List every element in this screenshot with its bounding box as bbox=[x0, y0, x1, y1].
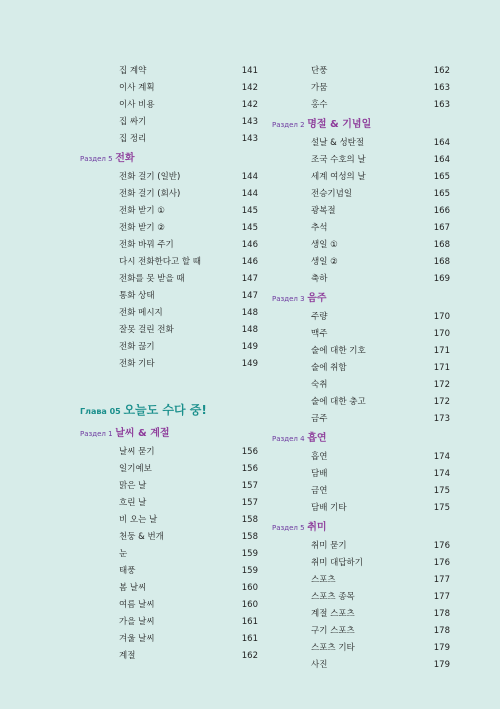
toc-entry-label: 조국 수호의 날 bbox=[311, 155, 366, 165]
section-heading bbox=[272, 288, 450, 309]
toc-entry-page: 157 bbox=[241, 498, 258, 508]
toc-entry bbox=[272, 309, 450, 326]
toc-entry-label: 숙취 bbox=[311, 380, 328, 390]
toc-entry-label: 흡연 bbox=[311, 452, 328, 462]
toc-entry-label: 금주 bbox=[311, 414, 328, 424]
toc-entry bbox=[80, 322, 258, 339]
toc-entry-page: 168 bbox=[433, 257, 450, 267]
toc-entry bbox=[80, 614, 258, 631]
section-title: 음주 bbox=[307, 293, 327, 304]
toc-entry-page: 174 bbox=[433, 469, 450, 479]
section-title: 날씨 & 계절 bbox=[115, 428, 170, 439]
toc-entry-page: 149 bbox=[241, 342, 258, 352]
toc-entry-page: 162 bbox=[433, 66, 450, 76]
toc-entry bbox=[80, 63, 258, 80]
toc-entry-page: 156 bbox=[241, 464, 258, 474]
toc-entry bbox=[272, 169, 450, 186]
toc-entry bbox=[272, 360, 450, 377]
toc-entry-page: 169 bbox=[433, 274, 450, 284]
toc-entry-label: 맥주 bbox=[311, 329, 328, 339]
chapter-heading bbox=[80, 398, 258, 423]
toc-entry-page: 148 bbox=[241, 308, 258, 318]
toc-entry bbox=[272, 80, 450, 97]
toc-entry-page: 170 bbox=[433, 312, 450, 322]
toc-entry-label: 눈 bbox=[119, 549, 128, 559]
toc-left-column bbox=[80, 63, 258, 665]
toc-entry-page: 143 bbox=[241, 117, 258, 127]
toc-entry-page: 160 bbox=[241, 583, 258, 593]
toc-entry bbox=[272, 152, 450, 169]
toc-entry-page: 172 bbox=[433, 397, 450, 407]
toc-entry-label: 집 계약 bbox=[119, 66, 147, 76]
toc-entry-label: 전화 기타 bbox=[119, 359, 155, 369]
section-number: Раздел 3 bbox=[272, 295, 305, 303]
toc-entry-label: 잘못 걸린 전화 bbox=[119, 325, 174, 335]
toc-entry-label: 담배 기타 bbox=[311, 503, 347, 513]
toc-entry-label: 일기예보 bbox=[119, 464, 152, 474]
toc-entry bbox=[80, 305, 258, 322]
toc-entry-page: 160 bbox=[241, 600, 258, 610]
toc-entry-label: 단풍 bbox=[311, 66, 328, 76]
toc-entry bbox=[272, 271, 450, 288]
toc-entry-page: 156 bbox=[241, 447, 258, 457]
toc-entry-label: 스포츠 종목 bbox=[311, 592, 355, 602]
toc-entry-page: 175 bbox=[433, 503, 450, 513]
toc-entry-page: 147 bbox=[241, 291, 258, 301]
toc-entry-label: 가뭄 bbox=[311, 83, 328, 93]
toc-entry bbox=[272, 589, 450, 606]
toc-entry bbox=[80, 288, 258, 305]
toc-entry-page: 146 bbox=[241, 257, 258, 267]
toc-entry-label: 계절 bbox=[119, 651, 136, 661]
toc-entry bbox=[272, 606, 450, 623]
toc-entry-page: 166 bbox=[433, 206, 450, 216]
toc-entry-page: 165 bbox=[433, 189, 450, 199]
toc-entry-label: 취미 대답하기 bbox=[311, 558, 363, 568]
toc-entry-page: 173 bbox=[433, 414, 450, 424]
toc-entry-page: 177 bbox=[433, 592, 450, 602]
toc-entry-label: 추석 bbox=[311, 223, 328, 233]
toc-entry bbox=[80, 495, 258, 512]
toc-entry bbox=[80, 512, 258, 529]
toc-entry-label: 다시 전화한다고 할 때 bbox=[119, 257, 202, 267]
toc-entry bbox=[80, 631, 258, 648]
toc-entry bbox=[80, 444, 258, 461]
section-title: 취미 bbox=[307, 522, 327, 533]
toc-entry-label: 금연 bbox=[311, 486, 328, 496]
toc-entry bbox=[80, 478, 258, 495]
toc-entry bbox=[272, 640, 450, 657]
toc-entry-page: 178 bbox=[433, 609, 450, 619]
toc-entry-page: 167 bbox=[433, 223, 450, 233]
toc-entry-label: 생일 ① bbox=[311, 240, 338, 250]
toc-entry bbox=[272, 411, 450, 428]
toc-entry bbox=[272, 237, 450, 254]
toc-entry bbox=[80, 339, 258, 356]
toc-entry-page: 144 bbox=[241, 189, 258, 199]
toc-entry-page: 179 bbox=[433, 643, 450, 653]
toc-entry-page: 177 bbox=[433, 575, 450, 585]
toc-entry-page: 142 bbox=[241, 83, 258, 93]
toc-entry-page: 158 bbox=[241, 532, 258, 542]
toc-entry-label: 이사 비용 bbox=[119, 100, 155, 110]
toc-entry-page: 149 bbox=[241, 359, 258, 369]
section-heading bbox=[80, 423, 258, 444]
toc-entry bbox=[272, 657, 450, 674]
toc-entry bbox=[272, 97, 450, 114]
section-number: Раздел 4 bbox=[272, 435, 305, 443]
toc-entry-label: 가을 날씨 bbox=[119, 617, 155, 627]
toc-entry-page: 146 bbox=[241, 240, 258, 250]
toc-entry-label: 축하 bbox=[311, 274, 328, 284]
toc-entry-page: 158 bbox=[241, 515, 258, 525]
toc-entry-label: 이사 계획 bbox=[119, 83, 155, 93]
toc-entry-label: 담배 bbox=[311, 469, 328, 479]
toc-entry-label: 술에 대한 충고 bbox=[311, 397, 366, 407]
toc-entry-page: 145 bbox=[241, 223, 258, 233]
toc-entry-page: 148 bbox=[241, 325, 258, 335]
toc-entry-label: 설날 & 성탄절 bbox=[311, 138, 365, 148]
toc-entry bbox=[272, 483, 450, 500]
toc-entry bbox=[272, 254, 450, 271]
section-number: Раздел 1 bbox=[80, 430, 113, 438]
toc-entry bbox=[80, 237, 258, 254]
toc-entry bbox=[80, 580, 258, 597]
toc-entry bbox=[80, 203, 258, 220]
toc-entry bbox=[272, 500, 450, 517]
toc-entry bbox=[272, 555, 450, 572]
toc-entry-page: 163 bbox=[433, 100, 450, 110]
toc-entry bbox=[80, 220, 258, 237]
toc-entry-label: 비 오는 날 bbox=[119, 515, 158, 525]
toc-entry bbox=[272, 377, 450, 394]
toc-entry-page: 159 bbox=[241, 566, 258, 576]
toc-entry-label: 술에 취함 bbox=[311, 363, 347, 373]
toc-entry bbox=[80, 461, 258, 478]
toc-entry-label: 봄 날씨 bbox=[119, 583, 147, 593]
toc-entry-page: 159 bbox=[241, 549, 258, 559]
toc-entry-page: 172 bbox=[433, 380, 450, 390]
toc-entry bbox=[80, 648, 258, 665]
toc-entry-label: 전화 메시지 bbox=[119, 308, 163, 318]
toc-entry-label: 구기 스포츠 bbox=[311, 626, 355, 636]
section-number: Раздел 5 bbox=[272, 524, 305, 532]
toc-entry bbox=[272, 203, 450, 220]
toc-entry bbox=[80, 563, 258, 580]
toc-entry bbox=[80, 529, 258, 546]
toc-entry-label: 통화 상태 bbox=[119, 291, 155, 301]
toc-entry-page: 175 bbox=[433, 486, 450, 496]
toc-entry-label: 전화 받기 ① bbox=[119, 206, 165, 216]
toc-entry-label: 여름 날씨 bbox=[119, 600, 155, 610]
toc-entry-label: 집 싸기 bbox=[119, 117, 147, 127]
toc-entry-page: 176 bbox=[433, 558, 450, 568]
toc-entry-page: 144 bbox=[241, 172, 258, 182]
toc-entry bbox=[272, 326, 450, 343]
toc-entry-page: 168 bbox=[433, 240, 450, 250]
toc-entry bbox=[272, 343, 450, 360]
toc-entry-label: 스포츠 기타 bbox=[311, 643, 355, 653]
toc-entry bbox=[80, 254, 258, 271]
toc-entry bbox=[272, 538, 450, 555]
toc-entry-label: 계절 스포츠 bbox=[311, 609, 355, 619]
toc-entry-label: 전화 걸기 (일반) bbox=[119, 172, 181, 182]
toc-entry-page: 142 bbox=[241, 100, 258, 110]
toc-entry-label: 날씨 묻기 bbox=[119, 447, 155, 457]
toc-entry-page: 164 bbox=[433, 155, 450, 165]
toc-entry-label: 광복절 bbox=[311, 206, 336, 216]
toc-entry bbox=[80, 80, 258, 97]
toc-entry-label: 홍수 bbox=[311, 100, 328, 110]
toc-entry bbox=[272, 449, 450, 466]
toc-entry bbox=[80, 131, 258, 148]
toc-entry bbox=[80, 97, 258, 114]
toc-entry-page: 178 bbox=[433, 626, 450, 636]
toc-entry-page: 162 bbox=[241, 651, 258, 661]
toc-entry-label: 태풍 bbox=[119, 566, 136, 576]
toc-entry-page: 141 bbox=[241, 66, 258, 76]
section-number: Раздел 2 bbox=[272, 121, 305, 129]
toc-entry-label: 전화 받기 ② bbox=[119, 223, 165, 233]
toc-entry-label: 전화 걸기 (회사) bbox=[119, 189, 181, 199]
toc-entry-page: 165 bbox=[433, 172, 450, 182]
toc-entry bbox=[272, 466, 450, 483]
toc-entry bbox=[80, 271, 258, 288]
section-title: 전화 bbox=[115, 153, 135, 164]
toc-entry-page: 161 bbox=[241, 617, 258, 627]
toc-entry-label: 흐린 날 bbox=[119, 498, 147, 508]
toc-entry-page: 170 bbox=[433, 329, 450, 339]
toc-entry-label: 맑은 날 bbox=[119, 481, 147, 491]
toc-right-column bbox=[272, 63, 450, 674]
toc-entry bbox=[272, 572, 450, 589]
toc-entry bbox=[272, 623, 450, 640]
toc-entry-label: 전화 끊기 bbox=[119, 342, 155, 352]
toc-entry-label: 전화를 못 받을 때 bbox=[119, 274, 185, 284]
toc-entry bbox=[80, 186, 258, 203]
toc-entry-page: 161 bbox=[241, 634, 258, 644]
toc-entry bbox=[80, 546, 258, 563]
section-heading bbox=[272, 428, 450, 449]
toc-entry-label: 세계 여성의 날 bbox=[311, 172, 366, 182]
toc-entry-page: 171 bbox=[433, 363, 450, 373]
toc-entry-label: 천둥 & 번개 bbox=[119, 532, 164, 542]
section-heading bbox=[272, 114, 450, 135]
toc-entry-page: 145 bbox=[241, 206, 258, 216]
chapter-number: Глава 05 bbox=[80, 407, 121, 416]
toc-entry bbox=[272, 220, 450, 237]
toc-entry-page: 147 bbox=[241, 274, 258, 284]
toc-entry-label: 주량 bbox=[311, 312, 328, 322]
spacer bbox=[80, 373, 258, 398]
toc-entry-label: 사진 bbox=[311, 660, 328, 670]
toc-entry-page: 157 bbox=[241, 481, 258, 491]
section-title: 흡연 bbox=[307, 433, 327, 444]
toc-entry-page: 163 bbox=[433, 83, 450, 93]
toc-entry-label: 취미 묻기 bbox=[311, 541, 347, 551]
toc-entry-label: 스포츠 bbox=[311, 575, 336, 585]
toc-entry-page: 179 bbox=[433, 660, 450, 670]
toc-entry bbox=[80, 114, 258, 131]
toc-entry bbox=[272, 135, 450, 152]
toc-entry bbox=[80, 597, 258, 614]
toc-entry-label: 전승기념일 bbox=[311, 189, 353, 199]
section-number: Раздел 5 bbox=[80, 155, 113, 163]
toc-entry bbox=[272, 394, 450, 411]
section-heading bbox=[80, 148, 258, 169]
section-heading bbox=[272, 517, 450, 538]
toc-entry-page: 143 bbox=[241, 134, 258, 144]
toc-entry bbox=[272, 186, 450, 203]
section-title: 명절 & 기념일 bbox=[307, 119, 372, 130]
toc-entry-page: 171 bbox=[433, 346, 450, 356]
toc-entry-page: 174 bbox=[433, 452, 450, 462]
toc-entry-label: 생일 ② bbox=[311, 257, 338, 267]
toc-entry-label: 전화 바꿔 주기 bbox=[119, 240, 174, 250]
chapter-title: 오늘도 수다 중! bbox=[123, 403, 207, 417]
toc-entry-label: 술에 대한 기호 bbox=[311, 346, 366, 356]
toc-entry-page: 176 bbox=[433, 541, 450, 551]
toc-entry bbox=[80, 356, 258, 373]
toc-entry-label: 겨울 날씨 bbox=[119, 634, 155, 644]
toc-entry bbox=[272, 63, 450, 80]
toc-entry-page: 164 bbox=[433, 138, 450, 148]
toc-entry bbox=[80, 169, 258, 186]
toc-entry-label: 집 정리 bbox=[119, 134, 147, 144]
